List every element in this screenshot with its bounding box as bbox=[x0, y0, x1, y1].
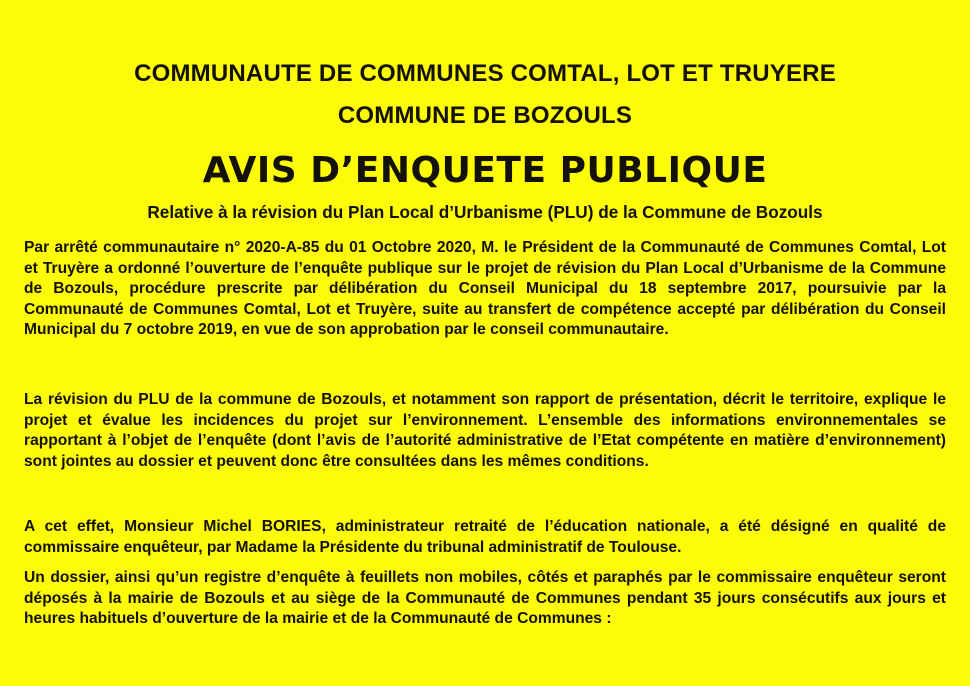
notice-subtitle: Relative à la révision du Plan Local d’Urbanisme (PLU) de la Commune de Bozouls bbox=[147, 202, 823, 222]
paragraph-commissioner: A cet effet, Monsieur Michel BORIES, administrateur retraité de l’éducation nationale, a été désigné en qualité de commissaire enquêteur, par Madame la Présidente du tribunal administratif de Toulouse. bbox=[24, 518, 946, 556]
paragraph-dossier: Un dossier, ainsi qu’un registre d’enquête à feuillets non mobiles, côtés et paraphés par le commissaire enquêteur seront déposés à la mairie de Bozouls et au siège de la Communauté de Communes pendant 35 jours consécutifs aux jours et heures habituels d’ouverture de la mairie et de la Communauté de Communes : bbox=[24, 569, 946, 627]
commune-heading: COMMUNE DE BOZOULS bbox=[337, 102, 633, 129]
notice-title: AVIS D’ENQUETE PUBLIQUE bbox=[202, 150, 768, 191]
paragraph-plu-revision: La révision du PLU de la commune de Bozouls, et notamment son rapport de présentation, décrit le territoire, explique le projet et évalue les incidences du projet sur l’environnement. L’ensemble des informations environnementales se rapportant à l’objet de l’enquête (dont l’avis de l’autorité administrative de l’Etat compétente en matière d’environnement) sont jointes au dossier et peuvent donc être consultées dans les mêmes conditions. bbox=[24, 391, 946, 470]
organization-heading: COMMUNAUTE DE COMMUNES COMTAL, LOT ET TRUYERE bbox=[134, 60, 836, 87]
paragraph-decree: Par arrêté communautaire n° 2020-A-85 du 01 Octobre 2020, M. le Président de la Communauté de Communes Comtal, Lot et Truyère a ordonné l’ouverture de l’enquête publique sur le projet de révision du Plan Local d’Urbanisme de la Commune de Bozouls, procédure prescrite par délibération du Conseil Municipal du 18 septembre 2017, poursuivie par la Communauté de Communes Comtal, Lot et Truyère, suite au transfert de compétence accepté par délibération du Conseil Municipal du 7 octobre 2019, en vue de son approbation par le conseil communautaire. bbox=[24, 239, 946, 338]
